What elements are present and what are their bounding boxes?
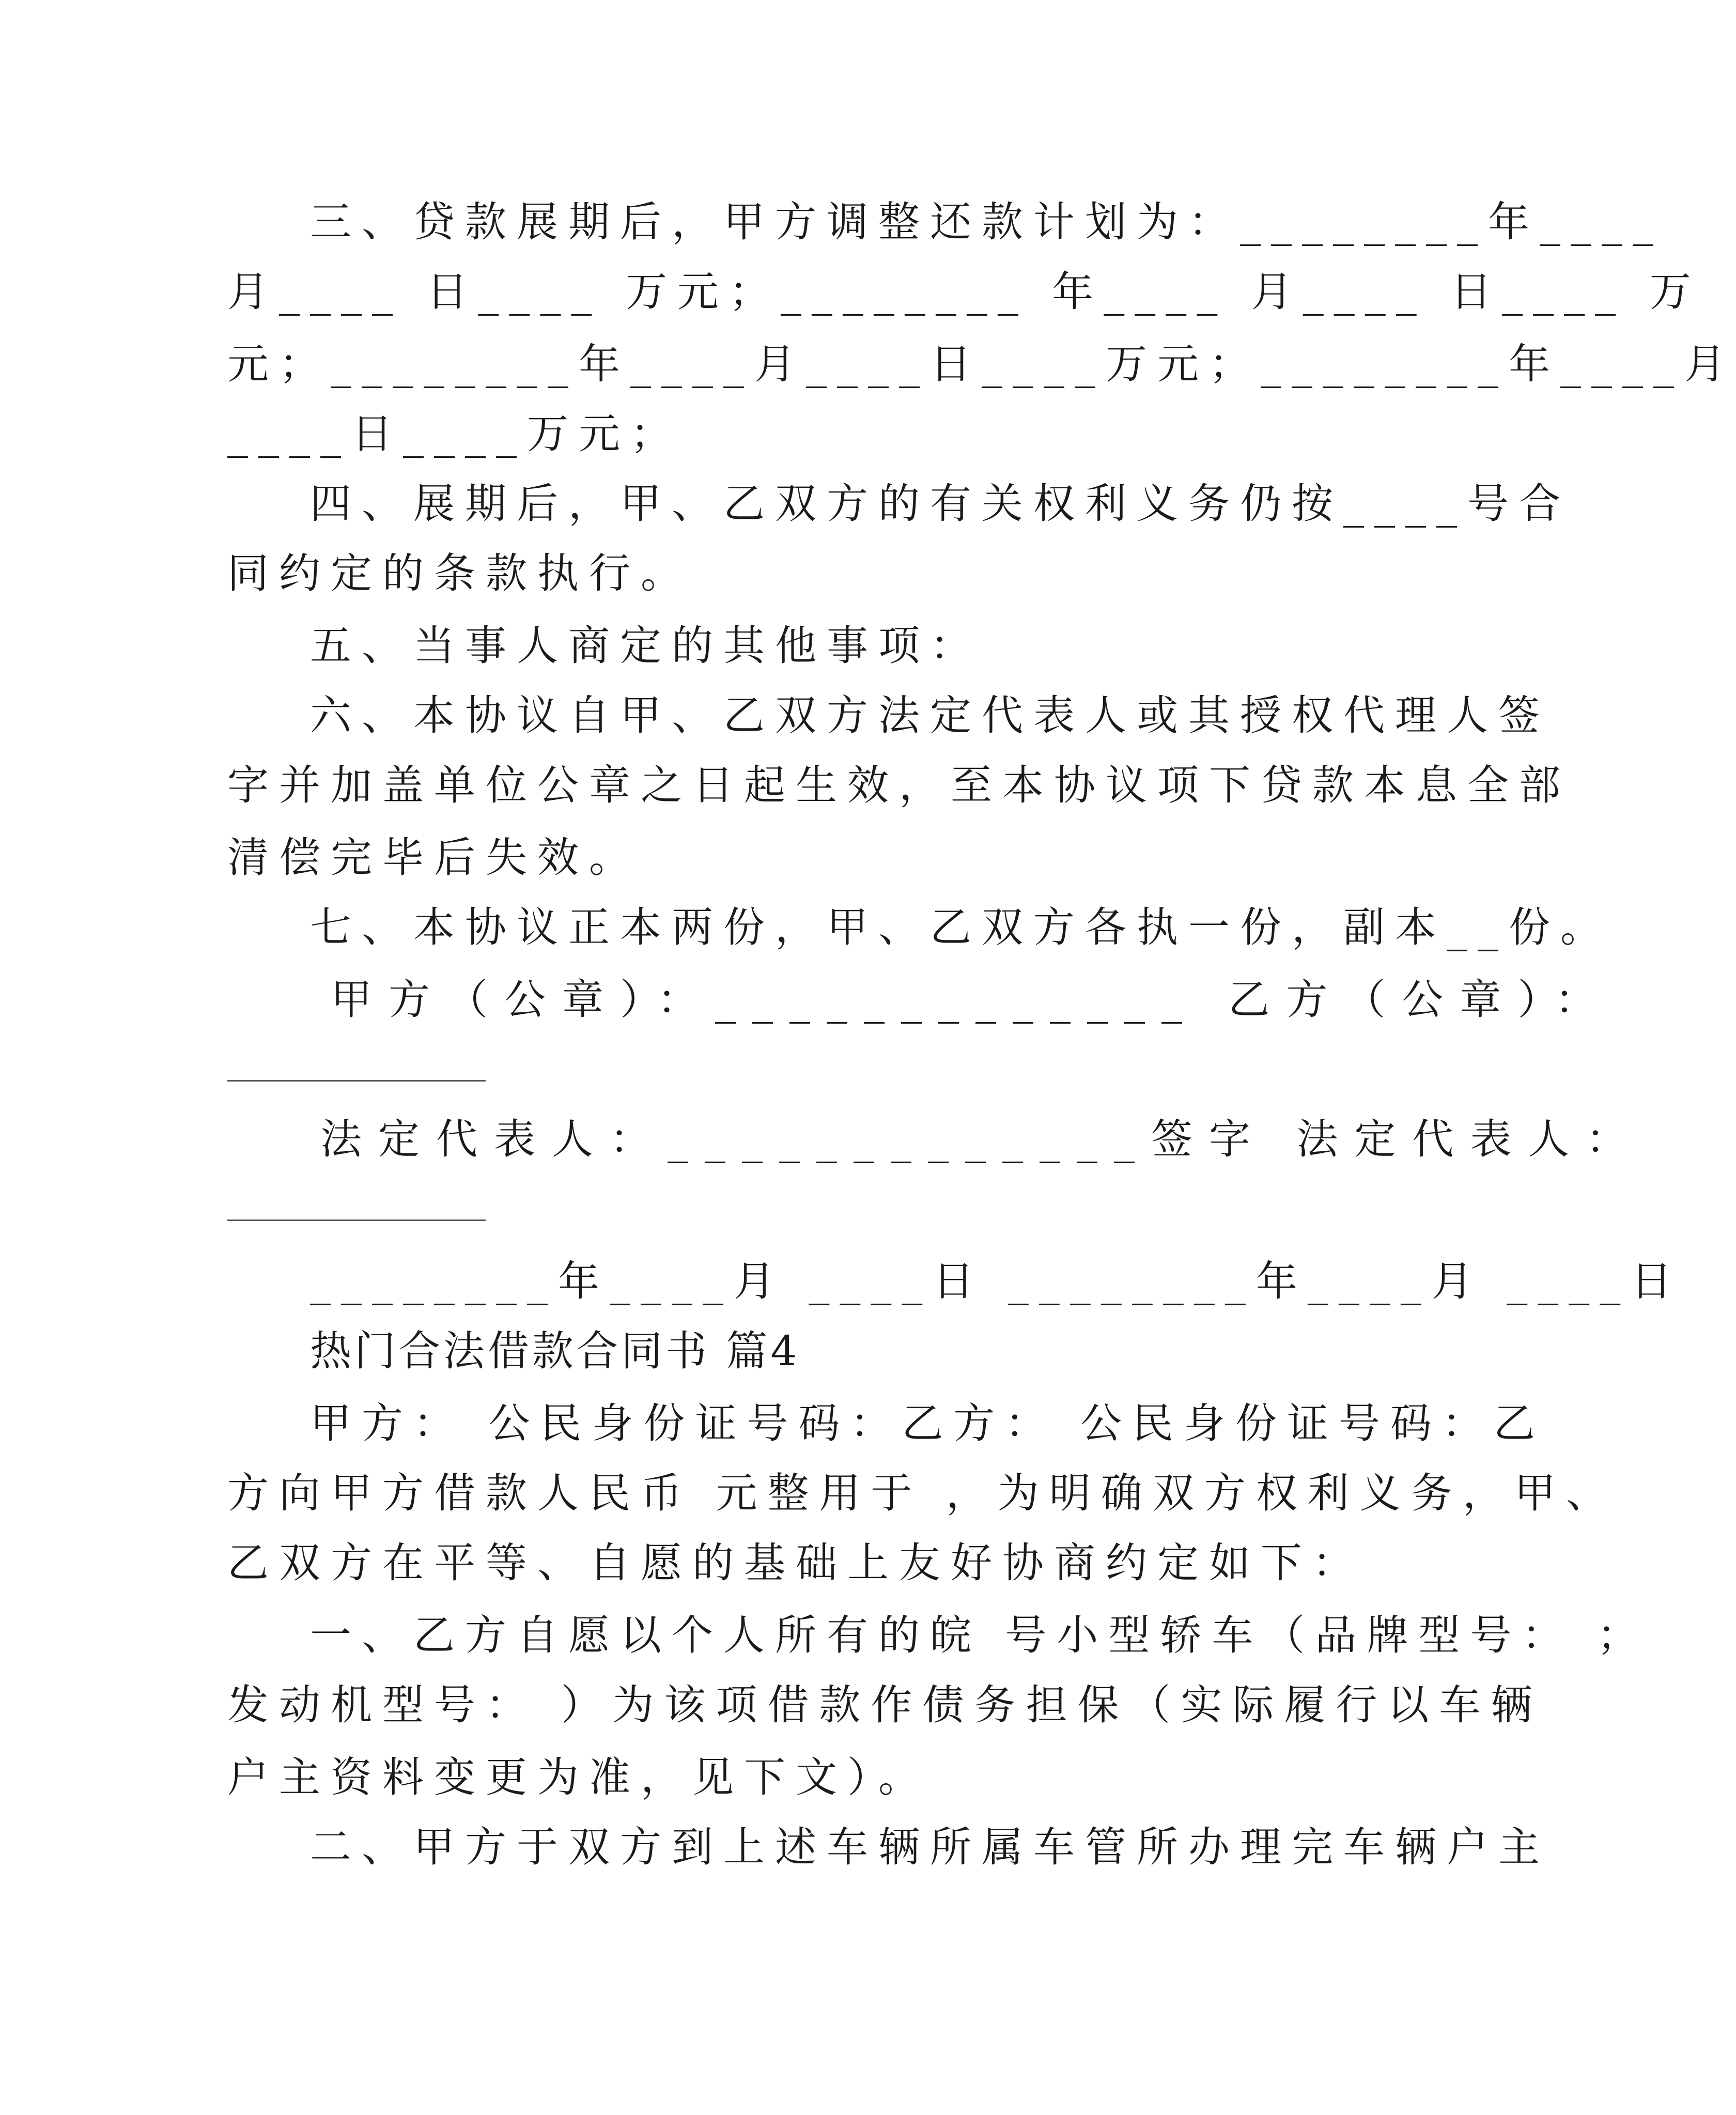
representative-continuation-line xyxy=(227,1219,486,1221)
contract4-line-1: 甲方： 公民身份证号码：乙方： 公民身份证号码：乙 xyxy=(310,1399,1545,1447)
clause-6-line-3: 清偿完毕后失效。 xyxy=(227,833,641,882)
contract4-line-2: 方向甲方借款人民币 元整用于 ，为明确双方权利义务，甲、 xyxy=(227,1469,1618,1517)
contract4-clause-1-line-2: 发动机型号： ）为该项借款作债务担保（实际履行以车辆 xyxy=(227,1681,1543,1729)
clause-3-line-2: 月____ 日____ 万元；________ 年____ 月____ 日____ 万 xyxy=(227,268,1701,316)
signature-seal-line: 甲方（公章）：_____________ 乙方（公章）： xyxy=(331,976,1613,1024)
clause-3-line-3: 元；________年____月____日____万元；________年____月 xyxy=(227,340,1736,388)
legal-representative-line: 法定代表人：_____________签字 法定代表人： xyxy=(320,1115,1644,1163)
section-heading: 热门合法借款合同书 篇4 xyxy=(310,1327,800,1375)
clause-6-line-2: 字并加盖单位公章之日起生效，至本协议项下贷款本息全部 xyxy=(227,761,1571,809)
clause-4-line-2: 同约定的条款执行。 xyxy=(227,549,692,597)
contract4-clause-1-line-3: 户主资料变更为准，见下文）。 xyxy=(227,1753,930,1801)
clause-6-line-1: 六、本协议自甲、乙双方法定代表人或其授权代理人签 xyxy=(310,691,1550,739)
clause-5-line-1: 五、当事人商定的其他事项： xyxy=(310,622,982,670)
contract4-clause-2-line-1: 二、甲方于双方到上述车辆所属车管所办理完车辆户主 xyxy=(310,1823,1550,1871)
clause-7-line-1: 七、本协议正本两份，甲、乙双方各执一份，副本__份。 xyxy=(310,903,1612,951)
clause-4-line-1: 四、展期后，甲、乙双方的有关权利义务仍按____号合 xyxy=(310,480,1571,528)
clause-3-line-1: 三、贷款展期后，甲方调整还款计划为：________年____ xyxy=(310,198,1664,246)
clause-3-line-4: ____日____万元； xyxy=(227,410,682,458)
contract4-clause-1-line-1: 一、乙方自愿以个人所有的皖 号小型轿车（品牌型号： ； xyxy=(310,1611,1649,1659)
seal-continuation-line xyxy=(227,1080,486,1082)
signature-date-line: ________年____月 ____日 ________年____月 ____日 xyxy=(310,1257,1683,1305)
contract4-line-3: 乙双方在平等、自愿的基础上友好协商约定如下： xyxy=(227,1539,1364,1587)
